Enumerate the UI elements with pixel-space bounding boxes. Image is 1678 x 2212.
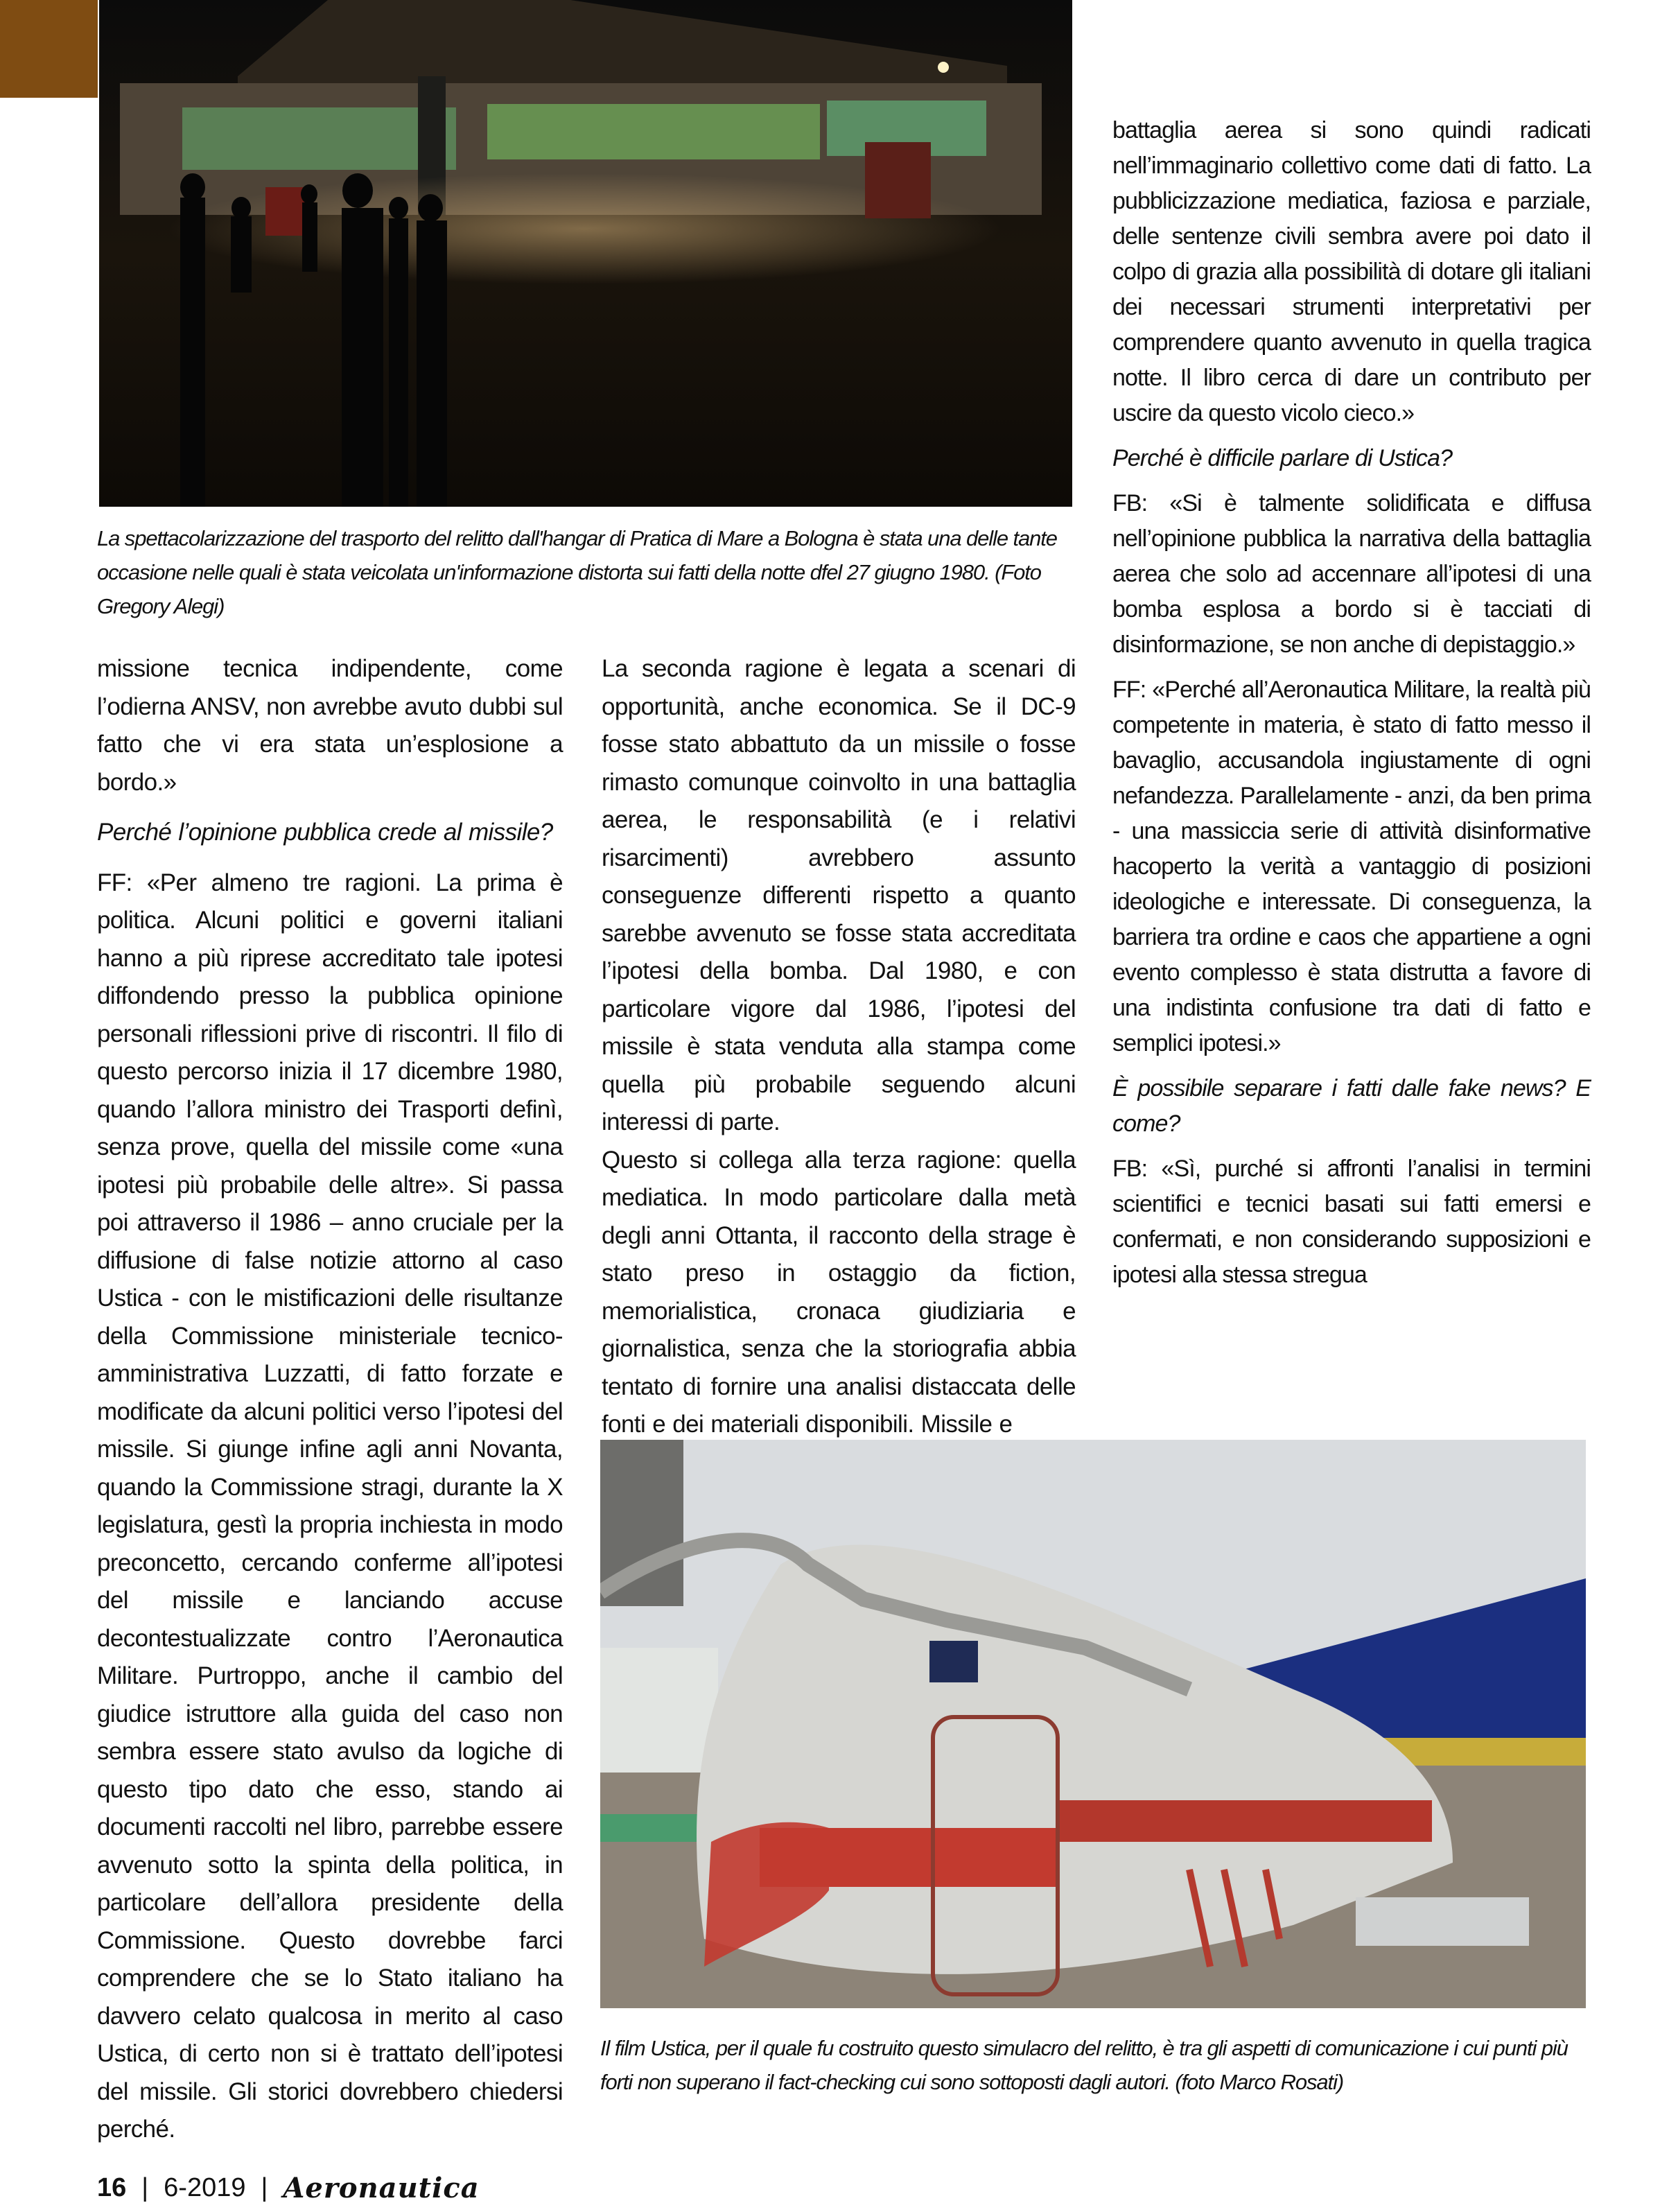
issue-date: 6-2019 <box>164 2172 246 2202</box>
footer-separator: | <box>261 2172 268 2202</box>
paragraph: battaglia aerea si sono quindi radicati nell’immaginario collettivo come dati di fatto. La pubblicizzazione mediatica, faziosa e parziale, delle sentenze civili sembra avere poi dato il colpo di grazia alla possibilità di dotare gli italiani dei necessari strumenti interpretativi per comprendere quanto avvenuto in quella tragica notte. Il libro cerca di dare un contributo per uscire da questo vicolo cieco.» <box>1112 117 1591 426</box>
paragraph: FB: «Sì, purché si affronti l’analisi in termini scientifici e tecnici basati sui fatti emersi e confermati, e non considerando supposizioni e ipotesi alla stessa stregua <box>1112 1156 1591 1288</box>
article-column-2 <box>602 650 1076 1456</box>
paragraph: FF: «Per almeno tre ragioni. La prima è politica. Alcuni politici e governi italiani hanno a più riprese accreditato tale ipotesi diffondendo presso la pubblica opinione personali riflessioni prive di riscontri. Il filo di questo percorso inizia il 17 dicembre 1980, quando l’allora ministro dei Trasporti definì, senza prove, quella del missile come «una ipotesi più probabile delle altre». Si passa poi attraverso il 1986 – anno cruciale per la diffusione di false notizie attorno al caso Ustica - con le mistificazioni delle risultanze della Commissione ministeriale tecnico-amministrativa Luzzatti, di fatto forzate e modificate da alcuni politici verso l’ipotesi del missile. Si giunge infine agli anni Novanta, quando la Commissione stragi, durante la X legislatura, gestì la propria inchiesta in modo preconcetto, cercando conferme all’ipotesi del missile e lanciando accuse decontestualizzate contro l’Aeronautica Militare. Purtroppo, anche il cambio del giudice istruttore alla guida del caso non sembra essere stato avulso da logiche di questo tipo dato che esso, stando ai documenti raccolti nel libro, parrebbe essere avvenuto sotto la spinta della politica, in particolare dell’allora presidente della Commissione. Questo dovrebbe farci comprendere che se lo Stato italiano ha davvero celato qualcosa in merito al caso Ustica, di certo non si è trattato dell’ipotesi del missile. Gli storici dovrebbero chiedersi perché. <box>97 869 563 2143</box>
paragraph: FF: «Perché all’Aeronautica Militare, la realtà più competente in materia, è stato di fatto messo il bavaglio, accusandola ingiustamente di ogni nefandezza. Parallelamente - anzi, da ben prima - una massiccia serie di attività disinformative hacoperto la verità a vantaggio di posizioni ideologiche e interessate. Di conseguenza, la barriera tra ordine e caos che appartiene a ogni evento complesso è stata distrutta a favore di una indistinta confusione tra dati di fatto e semplici ipotesi.» <box>1112 677 1591 1056</box>
section-color-tab <box>0 0 98 98</box>
paragraph: Questo si collega alla terza ragione: quella mediatica. In modo particolare dalla metà degli anni Ottanta, il racconto della strage è stato preso in ostaggio da fiction, memorialistica, cronaca giudiziaria e giornalistica, senza che la storiografia abbia tentato di fornire una analisi distaccata delle fonti e dei materiali disponibili. Missile e <box>602 1146 1076 1438</box>
dc9-wreck-replica-photo <box>600 1440 1586 2008</box>
photo2-caption: Il film Ustica, per il quale fu costruito questo simulacro del relitto, è tra gli aspetti di comunicazione i cui punti più forti non superano il fact-checking cui sono sottoposti dagli autori. (foto Marco Rosati) <box>600 2036 1568 2094</box>
interview-question: Perché l’opinione pubblica crede al missile? <box>97 819 553 846</box>
paragraph: FB: «Si è talmente solidificata e diffusa nell’opinione pubblica la narrativa della battaglia aerea che solo ad accennare all’ipotesi di una bomba esplosa a bordo si è tacciati di disinformazione, se non anche di depistaggio.» <box>1112 490 1591 658</box>
magazine-logo: Aeronautica <box>283 2171 480 2204</box>
footer-separator: | <box>141 2172 149 2202</box>
page-footer <box>97 2170 480 2206</box>
paragraph: La seconda ragione è legata a scenari di opportunità, anche economica. Se il DC-9 fosse stato abbattuto da un missile o fosse rimasto comunque coinvolto in una battaglia aerea, le responsabilità (e i relativi risarcimenti) avrebbero assunto conseguenze differenti rispetto a quanto sarebbe avvenuto se fosse stata accreditata l’ipotesi della bomba. Dal 1980, e con particolare vigore dal 1986, l’ipotesi del missile è stata venduta alla stampa come quella più probabile seguendo alcuni interessi di parte. <box>602 655 1076 1135</box>
hangar-night-photo <box>99 0 1072 507</box>
article-column-1 <box>97 650 563 2161</box>
article-column-3 <box>1112 113 1591 1303</box>
page-number: 16 <box>97 2172 127 2202</box>
paragraph: missione tecnica indipendente, come l’odierna ANSV, non avrebbe avuto dubbi sul fatto che vi era stata un’esplosione a bordo.» <box>97 655 563 796</box>
interview-question: È possibile separare i fatti dalle fake news? E come? <box>1112 1075 1591 1137</box>
interview-question: Perché è difficile parlare di Ustica? <box>1112 445 1453 471</box>
photo1-caption: La spettacolarizzazione del trasporto del relitto dall'hangar di Pratica di Mare a Bologna è stata una delle tante occasione nelle quali è stata veicolata un'informazione distorta sui fatti della notte dfel 27 giugno 1980. (Foto Gregory Alegi) <box>97 526 1057 618</box>
